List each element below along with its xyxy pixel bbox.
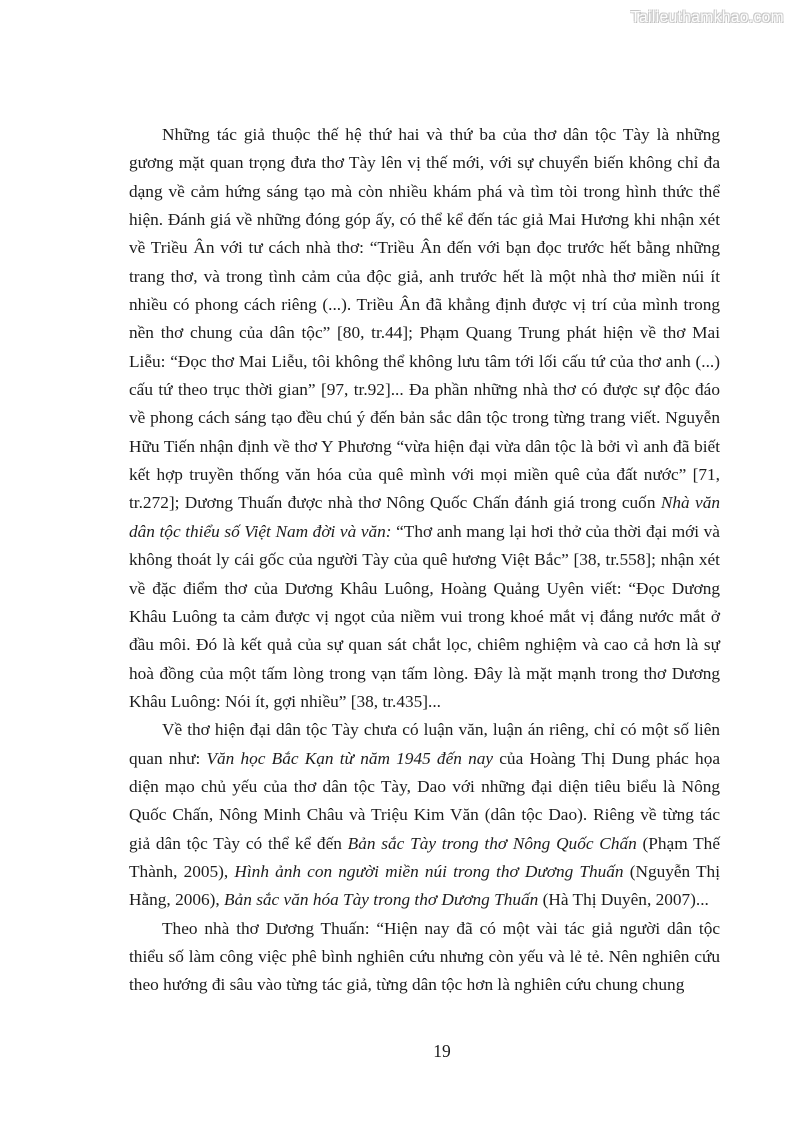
text-run: Theo nhà thơ Dương Thuấn: “Hiện nay đã có một vài tác giả người dân tộc thiểu số làm công việc phê bình nghiên cứu nhưng còn yếu và lẻ tẻ. Nên nghiên cứu theo hướng đi sâu vào từng tác giả, từng dân tộc hơn là nghiên cứu chung chung — [129, 918, 720, 995]
paragraph — [129, 121, 720, 716]
work-title-italic: Văn học Bắc Kạn từ năm 1945 đến nay — [206, 748, 494, 768]
work-title-italic: Nhà văn dân tộc thiểu số Việt Nam đời và văn: — [129, 493, 720, 541]
work-title-italic: Bản sắc văn hóa Tày trong thơ Dương Thuấn — [224, 890, 539, 910]
page-number: 19 — [433, 1041, 451, 1061]
page-footer — [45, 1041, 794, 1062]
text-run: Về thơ hiện đại dân tộc Tày chưa có luận văn, luận án riêng, chỉ có một số liên quan như: — [129, 720, 720, 768]
paragraph — [129, 716, 720, 914]
text-run: “Thơ anh mang lại hơi thở của thời đại mới và không thoát ly cái gốc của người Tày của quê hương Việt Bắc” [38, tr.558]; nhận xét về đặc điểm thơ của Dương Khâu Luông, Hoàng Quảng Uyên viết: “Đọc Dương Khâu Luông ta cảm được vị ngọt của niềm vui trong khoé mắt vị đắng nước mắt ở đầu môi. Đó là kết quả của sự quan sát chắt lọc, chiêm nghiệm và cao cả hơn là sự hoà đồng của một tấm lòng trong vạn tấm lòng. Đây là mặt mạnh trong thơ Dương Khâu Luông: Nói ít, gợi nhiều” [38, tr.435]... — [129, 521, 720, 711]
text-run: (Phạm Thế Thành, 2005), — [129, 833, 720, 881]
document-body — [129, 121, 720, 1000]
text-run: của Hoàng Thị Dung phác họa diện mạo chủ yếu của thơ dân tộc Tày, Dao với những đại diện tiêu biểu là Nông Quốc Chấn, Nông Minh Châu và Triệu Kim Văn (dân tộc Dao). Riêng về từng tác giả dân tộc Tày có thể kể đến — [129, 748, 721, 853]
work-title-italic: Hình ảnh con người miền núi trong thơ Dương Thuấn — [234, 861, 624, 881]
text-run: Những tác giả thuộc thế hệ thứ hai và thứ ba của thơ dân tộc Tày là những gương mặt quan trọng đưa thơ Tày lên vị thế mới, với sự chuyển biến không chỉ đa dạng về cảm hứng sáng tạo mà còn nhiều khám phá và tìm tòi trong hình thức thể hiện. Đánh giá về những đóng góp ấy, có thể kể đến tác giả Mai Hương khi nhận xét về Triều Ân với tư cách nhà thơ: “Triều Ân đến với bạn đọc trước hết bằng những trang thơ, và trong tình cảm của độc giả, anh trước hết là một nhà thơ miền núi ít nhiều có phong cách riêng (...). Triều Ân đã khẳng định được vị trí của mình trong nền thơ chung của dân tộc” [80, tr.44]; Phạm Quang Trung phát hiện về thơ Mai Liễu: “Đọc thơ Mai Liễu, tôi không thể không lưu tâm tới lối cấu tứ của thơ anh (...) cấu tứ theo trục thời gian” [97, tr.92]... Đa phần những nhà thơ có được sự độc đáo về phong cách sáng tạo đều chú ý đến bản sắc dân tộc trong từng trang viết. Nguyễn Hữu Tiến nhận định về thơ Y Phương “vừa hiện đại vừa dân tộc là bởi vì anh đã biết kết hợp truyền thống văn hóa của quê mình với mọi miền quê của đất nước” [71, tr.272]; Dương Thuấn được nhà thơ Nông Quốc Chấn đánh giá trong cuốn — [129, 125, 720, 513]
paragraph — [129, 915, 720, 1000]
work-title-italic: Bản sắc Tày trong thơ Nông Quốc Chấn — [347, 833, 637, 853]
text-run: (Nguyễn Thị Hằng, 2006), — [129, 861, 720, 910]
watermark: Tailieuthamkhao.com — [630, 9, 784, 26]
text-run: (Hà Thị Duyên, 2007)... — [538, 890, 709, 910]
